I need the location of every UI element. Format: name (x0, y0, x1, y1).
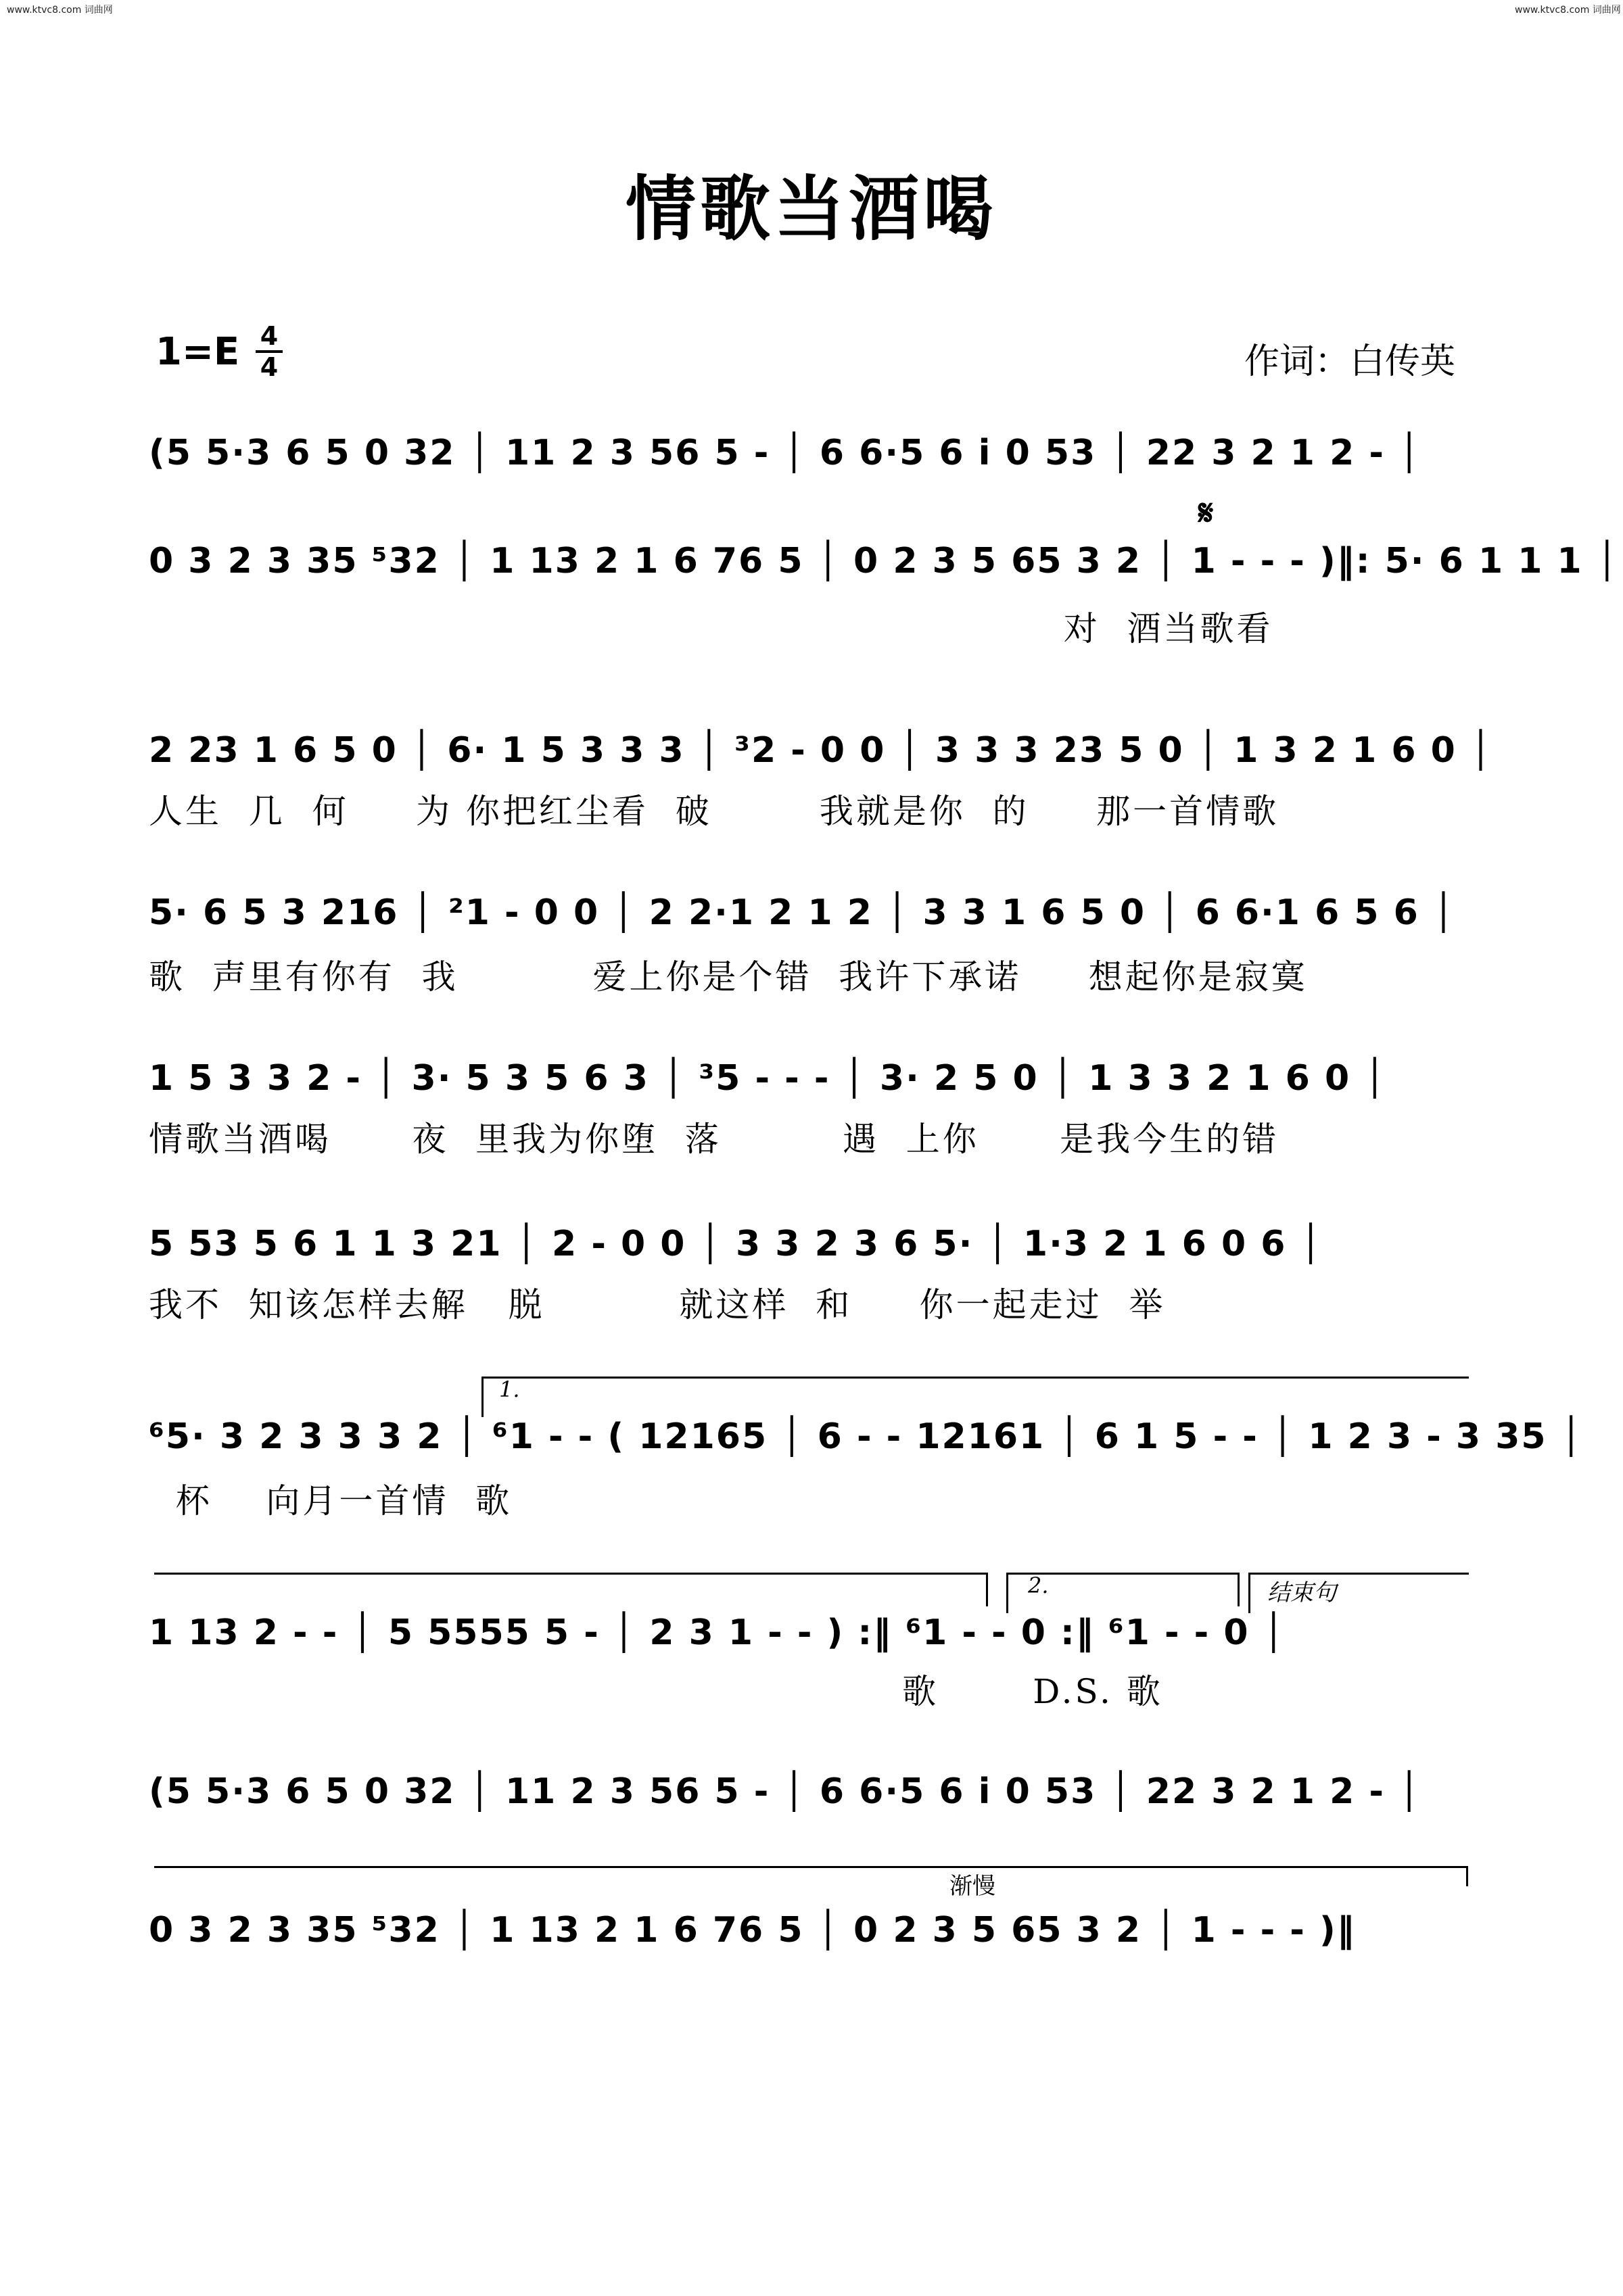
notes-line: 1 13 2 - - │ 5 5555 5 - │ 2 3 1 - - ) :‖ ⁶1 - - 0 :‖ ⁶1 - - 0 │ (149, 1612, 1286, 1653)
lyrics-line: 对 酒当歌看 (149, 609, 1273, 648)
segno-mark: 𝄋 (1198, 492, 1214, 533)
notes-line: 5· 6 5 3 216 │ ²1 - 0 0 │ 2 2·1 2 1 2 │ 3 3 1 6 5 0 │ 6 6·1 6 5 6 │ (149, 892, 1456, 933)
notes-line: (5 5·3 6 5 0 32 │ 11 2 3 56 5 - │ 6 6·5 6 i 0 53 │ 22 3 2 1 2 - │ (149, 1771, 1421, 1812)
volta2-label: 2. (1028, 1573, 1049, 1598)
lyrics-line: 杯 向月一首情 歌 (149, 1481, 513, 1521)
song-title: 情歌当酒喝 (625, 167, 997, 250)
lyrics-line: 人生 几 何 为 你把红尘看 破 我就是你 的 那一首情歌 (149, 792, 1279, 831)
notes-line: 5 53 5 6 1 1 3 21 │ 2 - 0 0 │ 3 3 2 3 6 5· │ 1·3 2 1 6 0 6 │ (149, 1224, 1323, 1264)
lyrics-8 (149, 1665, 1474, 1746)
rit-end-hook (1466, 1866, 1468, 1886)
rit-label: 渐慢 (949, 1873, 995, 1900)
ending-label: 结束句 (1267, 1579, 1336, 1606)
volta1-end-hook (986, 1573, 988, 1606)
lyrics-5 (149, 1112, 1474, 1193)
notes-line: (5 5·3 6 5 0 32 │ 11 2 3 56 5 - │ 6 6·5 6 i 0 53 │ 22 3 2 1 2 - │ (149, 433, 1421, 473)
lyrics-line: 情歌当酒喝 夜 里我为你堕 落 遇 上你 是我今生的错 (149, 1120, 1279, 1159)
key-signature: 1=E (156, 330, 240, 374)
lyrics-7 (149, 1474, 1474, 1555)
rit-bracket (154, 1866, 1466, 1868)
lyrics-4 (149, 950, 1474, 1031)
notes-line: 0 3 2 3 35 ⁵32 │ 1 13 2 1 6 76 5 │ 0 2 3 5 65 3 2 │ 1 - - - )‖ (149, 1910, 1356, 1951)
notes-line: 0 3 2 3 35 ⁵32 │ 1 13 2 1 6 76 5 │ 0 2 3 5 65 3 2 │ 1 - - - )‖: 5· 6 1 1 1 │ (149, 541, 1620, 581)
volta1-continuation (154, 1573, 986, 1575)
lyrics-3 (149, 784, 1474, 865)
volta1-bracket (481, 1377, 1469, 1379)
lyrics-line: 歌 声里有你有 我 爱上你是个错 我许下承诺 想起你是寂寞 (149, 957, 1308, 997)
lyrics-line: 歌 D.S. 歌 (149, 1672, 1163, 1711)
volta1-label: 1. (499, 1377, 520, 1402)
lyricist: 作词：白传英 (1244, 341, 1456, 382)
notes-line: 2 23 1 6 5 0 │ 6· 1 5 3 3 3 │ ³2 - 0 0 │ 3 3 3 23 5 0 │ 1 3 2 1 6 0 │ (149, 730, 1493, 771)
volta2-end-hook (1238, 1573, 1240, 1606)
lyrics-2 (149, 602, 1474, 683)
meter-top: 4 (260, 321, 279, 351)
system-10 (149, 1903, 1474, 1984)
notes-line: 1 5 3 3 2 - │ 3· 5 3 5 6 3 │ ³5 - - - │ 3· 2 5 0 │ 1 3 3 2 1 6 0 │ (149, 1058, 1387, 1099)
notes-line: ⁶5· 3 2 3 3 3 2 │ ⁶1 - - ( 12165 │ 6 - - 12161 │ 6 1 5 - - │ 1 2 3 - 3 35 │ (149, 1416, 1583, 1457)
system-1 (149, 426, 1474, 507)
system-9 (149, 1765, 1474, 1846)
time-signature (256, 323, 283, 380)
lyrics-6 (149, 1278, 1474, 1359)
lyrics-line: 我不 知该怎样去解 脱 就这样 和 你一起走过 举 (149, 1285, 1166, 1324)
meter-bottom: 4 (260, 352, 279, 382)
site-mark-right: www.ktvc8.com 词曲网 (1515, 5, 1621, 16)
site-mark-left: www.ktvc8.com 词曲网 (7, 5, 113, 16)
